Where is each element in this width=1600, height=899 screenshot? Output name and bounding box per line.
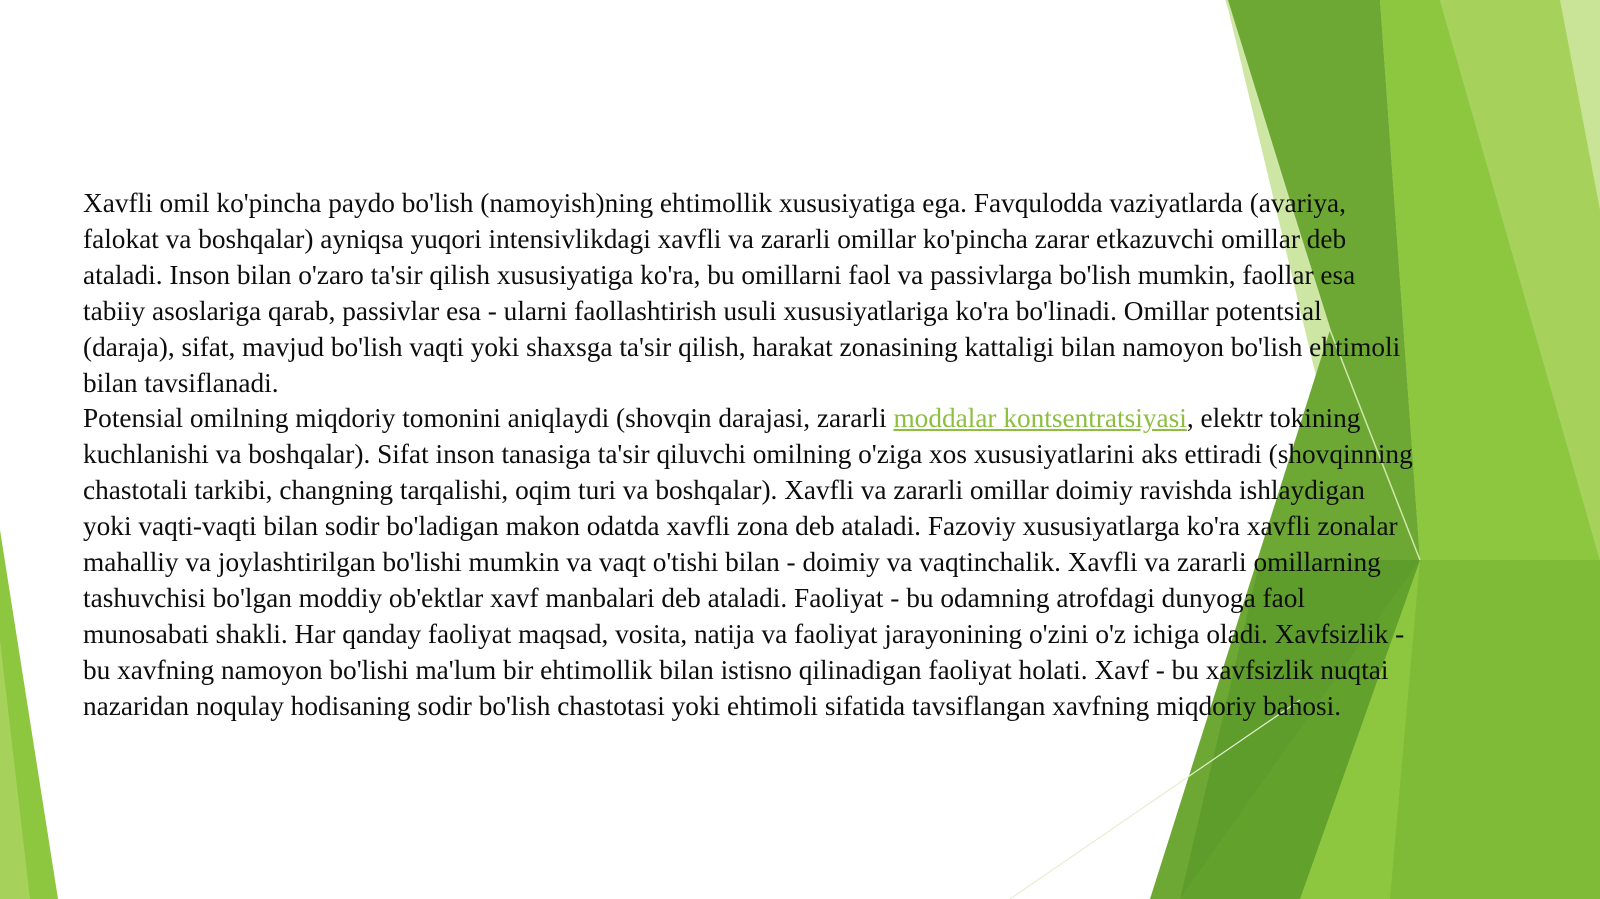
right-facet-mid-lower [1390, 560, 1600, 899]
paragraph-2-lead: Potensial omilning miqdoriy tomonini aniqlaydi (shovqin darajasi, zararli [83, 403, 894, 434]
paragraph-2-rest: , elektr tokining kuchlanishi va boshqalar). Sifat inson tanasiga ta'sir qiluvchi omilning o'ziga xos xususiyatlarini aks ettiradi (shovqinning chastotali tarkibi, changning tarqalishi, oqim turi va boshqalar). Xavfli va zararli omillar doimiy ravishda ishlaydigan yoki vaqti-vaqti bilan sodir bo'ladigan makon odatda xavfli zona deb ataladi. Fazoviy xususiyatlarga ko'ra xavfli zonalar mahalliy va joylashtirilgan bo'lishi mumkin va vaqt o'tishi bilan - doimiy va vaqtinchalik. Xavfli va zararli omillarning tashuvchisi bo'lgan moddiy ob'ektlar xavf manbalari deb ataladi. Faoliyat - bu odamning atrofdagi dunyoga faol munosabati shakli. Har qanday faoliyat maqsad, vosita, natija va faoliyat jarayonining o'zini o'z ichiga oladi. Xavfsizlik - bu xavfning namoyon bo'lishi ma'lum bir ehtimollik bilan istisno qilinadigan faoliyat holati. Xavf - bu xavfsizlik nuqtai nazaridan noqulay hodisaning sodir bo'lish chastotasi yoki ehtimoli sifatida tavsiflangan xavfning miqdoriy bahosi. [83, 403, 1413, 721]
paragraph-2 [83, 401, 1418, 724]
concentration-link[interactable]: moddalar kontsentratsiyasi [893, 403, 1187, 434]
paragraph-1: Xavfli omil ko'pincha paydo bo'lish (namoyish)ning ehtimollik xususiyatiga ega. Favqulodda vaziyatlarda (avariya, falokat va boshqalar) ayniqsa yuqori intensivlikdagi xavfli va zararli omillar ko'pincha zarar etkazuvchi omillar deb ataladi. Inson bilan o'zaro ta'sir qilish xususiyatiga ko'ra, bu omillarni faol va passivlarga bo'lish mumkin, faollar esa tabiiy asoslariga qarab, passivlar esa - ularni faollashtirish usuli xususiyatlariga ko'ra bo'linadi. Omillar potentsial (daraja), sifat, mavjud bo'lish vaqti yoki shaxsga ta'sir qilish, harakat zonasining kattaligi bilan namoyon bo'lish ehtimoli bilan tavsiflanadi. [83, 188, 1401, 398]
slide-body-text [83, 186, 1418, 725]
